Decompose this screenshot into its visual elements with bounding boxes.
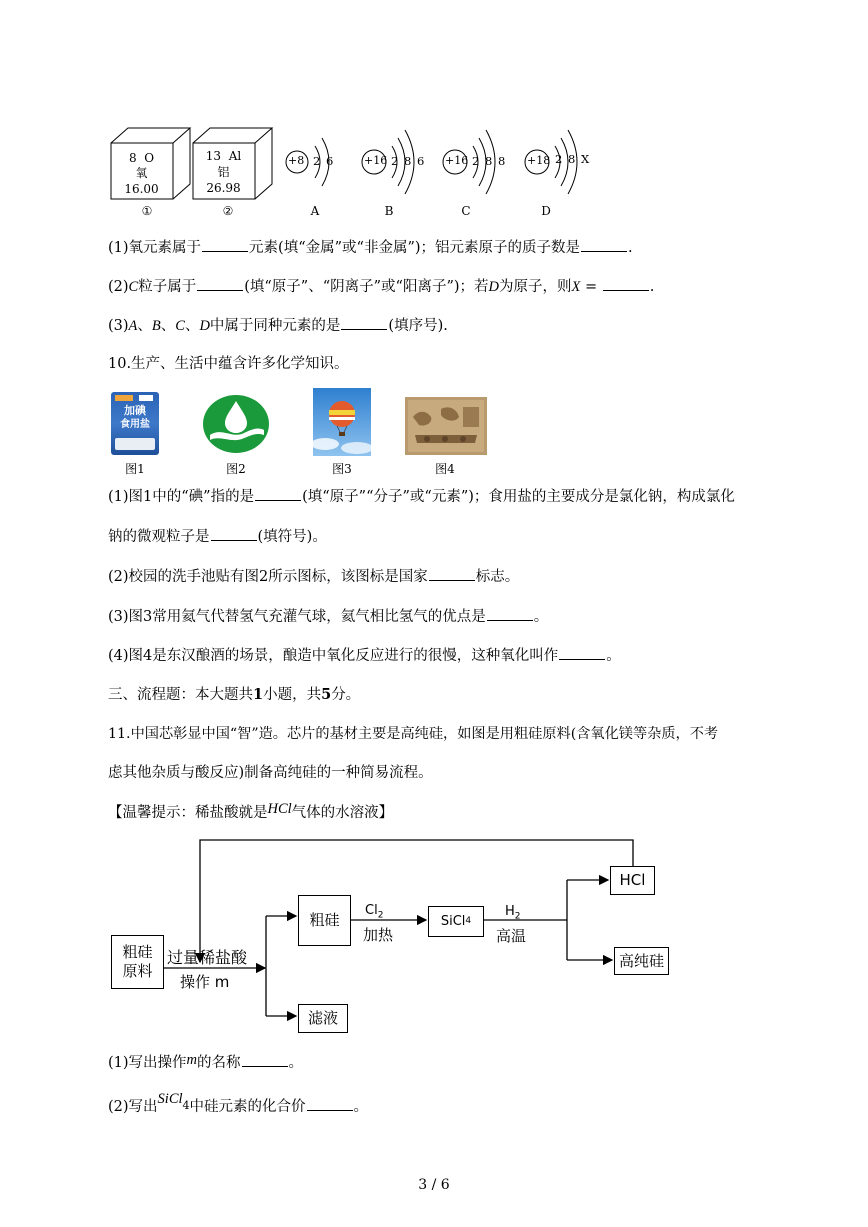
cl2-label: $Cl_2$ <box>365 903 384 921</box>
crude-silicon-box: 粗硅 <box>298 895 351 946</box>
hcl-box: HCl <box>610 866 655 895</box>
q9-part3: (3)A、B、C、D中属于同种元素的是 (填序号). <box>108 315 448 336</box>
atom-a-shells: 2 6 <box>313 154 334 168</box>
high-temp-label: 高温 <box>496 927 527 945</box>
filtrate-box: 滤液 <box>298 1004 348 1033</box>
figure-caption-4: 图4 <box>435 462 455 476</box>
q10-part1-line2: 钠的微观粒子是 (填符号)。 <box>108 526 327 547</box>
figure-label-d: D <box>541 204 551 218</box>
q10-part3: (3)图3常用氦气代替氢气充灌气球，氦气相比氢气的优点是 。 <box>108 606 548 627</box>
q10-part2: (2)校园的洗手池贴有图2所示图标，该图标是国家 标志。 <box>108 566 519 587</box>
q11-tip: 【温馨提示：稀盐酸就是HCl气体的水溶液】 <box>108 801 394 821</box>
figure-caption-3: 图3 <box>332 462 352 476</box>
atom-c-nucleus: +16 <box>445 154 469 167</box>
section-3-heading: 三、流程题：本大题共1小题，共5分。 <box>108 686 361 703</box>
q11-line1: 11.中国芯彰显中国“智”造。芯片的基材主要是高纯硅，如图是用粗硅原料(含氧化镁等杂质，不考 <box>108 726 719 742</box>
heating-label: 加热 <box>363 926 394 944</box>
q10-part1-line1: (1)图1中的“碘”指的是 (填“原子”“分子”或“元素”)；食用盐的主要成分是氯化钠，构成氯化 <box>108 486 735 507</box>
oxygen-cube-mass: 16.00 <box>124 182 159 196</box>
atom-d-nucleus: +18 <box>527 154 551 167</box>
figure-label-2: ② <box>222 204 234 218</box>
q10-title: 10.生产、生活中蕴含许多化学知识。 <box>108 356 349 372</box>
acid-label: 过量稀盐酸 <box>167 948 248 967</box>
q10-part4: (4)图4是东汉酿酒的场景，酿造中氧化反应进行的很慢，这种氧化叫作 。 <box>108 645 621 666</box>
q9-part2: (2)C粒子属于 (填“原子”、“阴离子”或“阳离子”)；若D为原子，则X = . <box>108 276 654 297</box>
answer-blank[interactable] <box>242 1052 288 1067</box>
operation-m-label: 操作 m <box>180 973 230 991</box>
atom-b-shells: 2 8 6 <box>391 154 425 168</box>
atom-d-shells: 2 8 X <box>555 152 590 166</box>
h2-label: $H_2$ <box>505 904 521 922</box>
figure-label-b: B <box>384 204 394 218</box>
pure-silicon-box: 高纯硅 <box>614 947 669 975</box>
sicl4-box: SiCl 4 <box>428 906 484 937</box>
figure-label-c: C <box>461 204 471 218</box>
figure-caption-2: 图2 <box>226 462 246 476</box>
page-number: 3 / 6 <box>418 1177 450 1193</box>
q11-part1: (1)写出操作m的名称 。 <box>108 1052 304 1071</box>
aluminum-cube-name: 铝 <box>217 165 230 179</box>
salt-bag-text-1: 加碘 <box>124 404 146 417</box>
q11-part2: (2)写出SiCl$_4$中硅元素的化合价 。 <box>108 1091 369 1115</box>
atom-b-nucleus: +16 <box>364 154 388 167</box>
atom-a-nucleus: +8 <box>288 154 305 167</box>
raw-material-box: 粗硅 原料 <box>111 935 164 989</box>
figure-caption-1: 图1 <box>125 462 145 476</box>
figure-label-a: A <box>310 204 320 218</box>
salt-bag-text-2: 食用盐 <box>120 419 150 430</box>
q11-line2: 虑其他杂质与酸反应)制备高纯硅的一种简易流程。 <box>108 765 433 781</box>
figure-label-1: ① <box>141 204 153 218</box>
q9-part1: (1)氧元素属于 元素(填“金属”或“非金属”)；铝元素原子的质子数是 . <box>108 237 633 258</box>
aluminum-cube-number-symbol: 13 Al <box>205 149 242 163</box>
oxygen-cube-name: 氧 <box>135 166 148 180</box>
aluminum-cube-mass: 26.98 <box>206 181 241 195</box>
atom-c-shells: 2 8 8 <box>472 154 506 168</box>
answer-blank[interactable] <box>307 1096 353 1111</box>
oxygen-cube-number-symbol: 8 O <box>128 151 155 165</box>
